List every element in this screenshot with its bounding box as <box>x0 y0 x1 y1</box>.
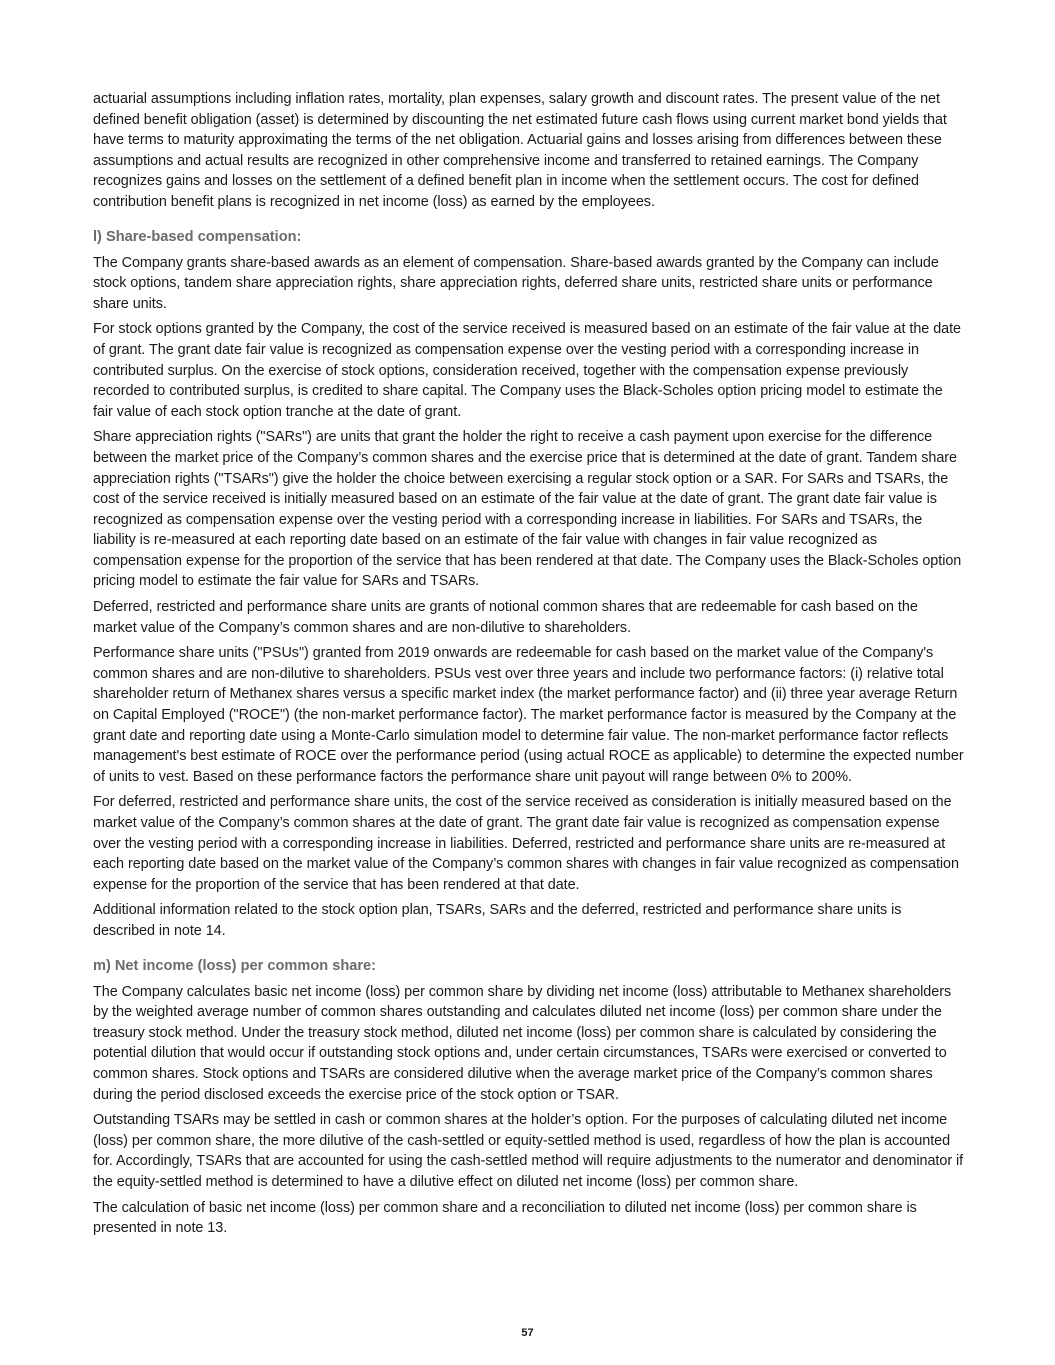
share-based-paragraph-5: Performance share units ("PSUs") granted from 2019 onwards are redeemable for cash based on the market value of the Company's common shares and are non-dilutive to shareholders. PSUs vest over three years and include two performance factors: (i) relative total shareholder return of Methanex shares versus a specific market index (the market performance factor) and (ii) three year average Return on Capital Employed ("ROCE") (the non-market performance factor). The market performance factor is measured by the Company at the grant date and reporting date using a Monte-Carlo simulation model to determine fair value. The non-market performance factor reflects management's best estimate of ROCE over the performance period (using actual ROCE as applicable) to determine the expected number of units to vest. Based on these performance factors the performance share unit payout will range between 0% to 200%. <box>93 645 964 785</box>
intro-paragraph: actuarial assumptions including inflation rates, mortality, plan expenses, salary growth and discount rates. The present value of the net defined benefit obligation (asset) is determined by discounting the net estimated future cash flows using current market bond yields that have terms to maturity approximating the terms of the net obligation. Actuarial gains and losses arising from differences between these assumptions and actual results are recognized in other comprehensive income and transferred to retained earnings. The Company recognizes gains and losses on the settlement of a defined benefit plan in income when the settlement occurs. The cost for defined contribution benefit plans is recognized in net income (loss) as earned by the employees. <box>93 91 947 210</box>
share-based-compensation-section <box>93 227 965 942</box>
share-based-paragraph-3: Share appreciation rights ("SARs") are units that grant the holder the right to receive a cash payment upon exercise for the difference between the market price of the Company’s common shares and the exercise price that is determined at the date of grant. Tandem share appreciation rights ("TSARs") give the holder the choice between exercising a regular stock option or a SAR. For SARs and TSARs, the cost of the service received is initially measured based on an estimate of the fair value at the date of grant. The grant date fair value is recognized as compensation expense over the vesting period with a corresponding increase in liabilities. For SARs and TSARs, the liability is re-measured at each reporting date based on an estimate of the fair value with changes in fair value recognized as compensation expense for the proportion of the service that has been rendered at that date. The Company uses the Black-Scholes option pricing model to estimate the fair value for SARs and TSARs. <box>93 429 962 590</box>
share-based-paragraph-4: Deferred, restricted and performance share units are grants of notional common shares that are redeemable for cash based on the market value of the Company’s common shares and are non-dilutive to shareholders. <box>93 599 918 636</box>
share-based-paragraph-7: Additional information related to the stock option plan, TSARs, SARs and the deferred, restricted and performance share units is described in note 14. <box>93 902 902 939</box>
share-based-compensation-heading: l) Share-based compensation: <box>93 228 302 245</box>
net-income-per-share-heading: m) Net income (loss) per common share: <box>93 957 377 974</box>
net-income-paragraph-3: The calculation of basic net income (loss) per common share and a reconciliation to diluted net income (loss) per common share is presented in note 13. <box>93 1199 917 1237</box>
document-body <box>93 89 965 1244</box>
net-income-paragraph-2: Outstanding TSARs may be settled in cash or common shares at the holder’s option. For the purposes of calculating diluted net income (loss) per common share, the more dilutive of the cash-settled or equity-settled method is used, regardless of how the plan is accounted for. Accordingly, TSARs that are accounted for using the cash-settled method will require adjustments to the numerator and denominator if the equity-settled method is determined to have a dilutive effect on diluted net income (loss) per common share. <box>93 1112 964 1190</box>
page-number: 57 <box>521 1327 534 1339</box>
share-based-paragraph-6: For deferred, restricted and performance share units, the cost of the service received as consideration is initially measured based on the market value of the Company’s common shares at the date of grant. The grant date fair value is recognized as compensation expense over the vesting period with a corresponding increase in liabilities. Deferred, restricted and performance share units are re-measured at each reporting date based on the market value of the Company’s common shares with changes in fair value recognized as compensation expense for the proportion of the service that has been rendered at that date. <box>93 794 959 893</box>
net-income-per-share-section <box>93 956 965 1239</box>
share-based-paragraph-1: The Company grants share-based awards as an element of compensation. Share-based awards granted by the Company can include stock options, tandem share appreciation rights, share appreciation rights, deferred share units, restricted share units or performance share units. <box>93 254 939 312</box>
net-income-paragraph-1: The Company calculates basic net income (loss) per common share by dividing net income (loss) attributable to Methanex shareholders by the weighted average number of common shares outstanding and calculates diluted net income (loss) per common share under the treasury stock method. Under the treasury stock method, diluted net income (loss) per common share is calculated by considering the potential dilution that would occur if outstanding stock options and, under certain circumstances, TSARs were exercised or converted to common shares. Stock options and TSARs are considered dilutive when the average market price of the Company’s common shares during the period disclosed exceeds the exercise price of the stock option or TSAR. <box>93 983 952 1103</box>
share-based-paragraph-2: For stock options granted by the Company, the cost of the service received is measured based on an estimate of the fair value at the date of grant. The grant date fair value is recognized as compensation expense over the vesting period with a corresponding increase in contributed surplus. On the exercise of stock options, consideration received, together with the compensation expense previously recorded to contributed surplus, is credited to share capital. The Company uses the Black-Scholes option pricing model to estimate the fair value of each stock option tranche at the date of grant. <box>93 321 962 420</box>
